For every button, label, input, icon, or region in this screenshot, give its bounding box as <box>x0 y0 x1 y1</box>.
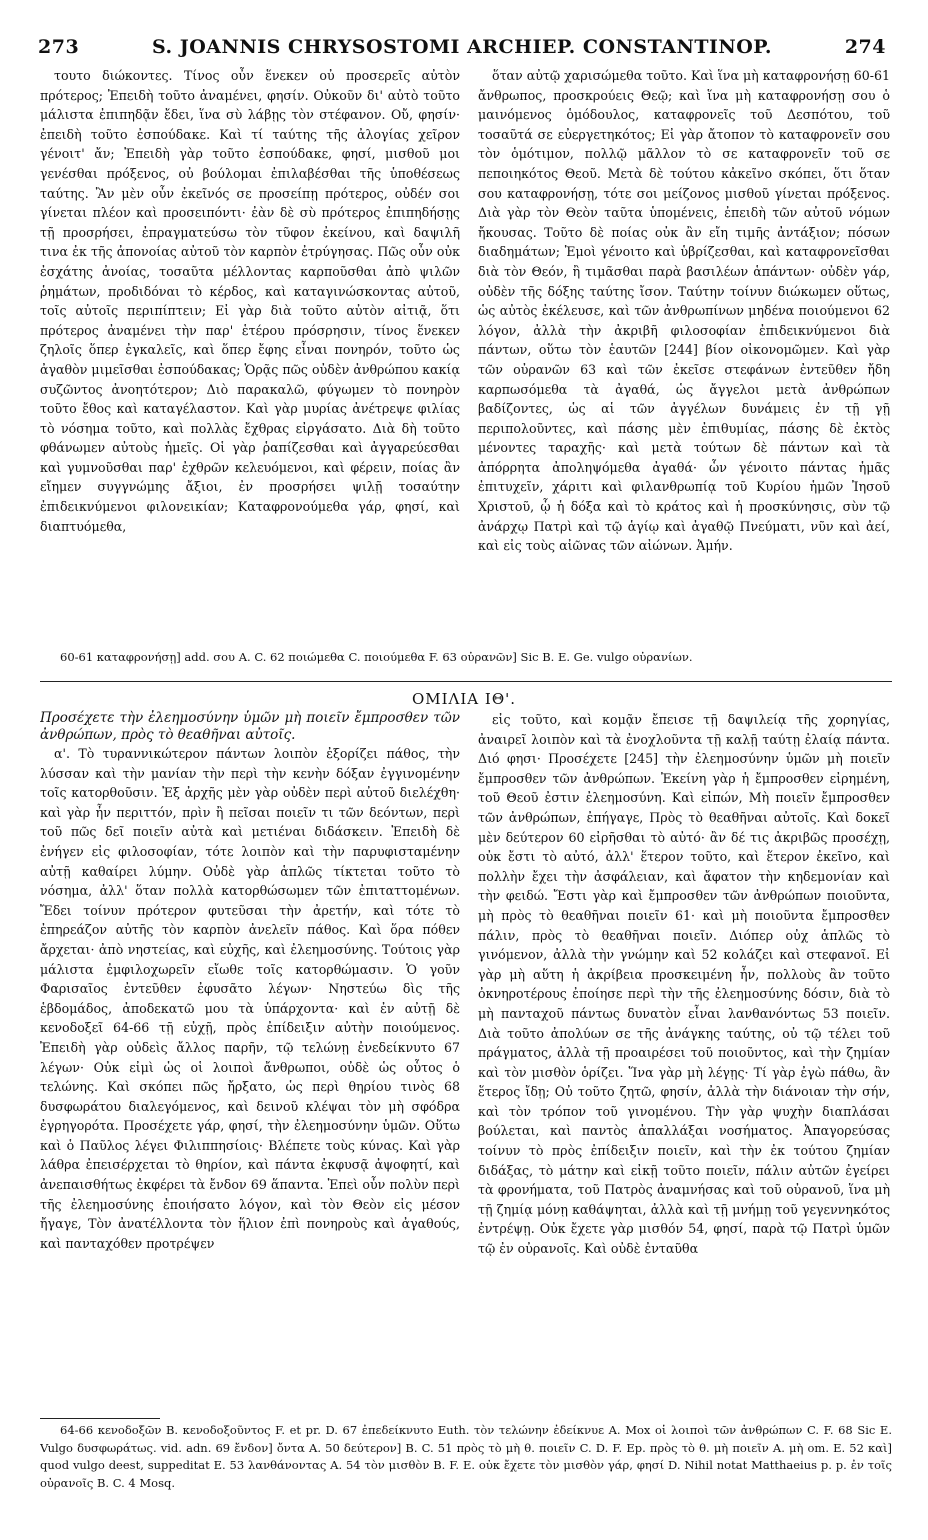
paragraph: ὅταν αὐτῷ χαρισώμεθα τοῦτο. Καὶ ἵνα μὴ καταφρονήσῃ 60-61 ἄνθρωπος, προσκρούεις Θεῷ; καὶ ἵνα μὴ καταφρονήσῃ σου ὁ μαινόμενος ὁμόδουλος, καταφρονεῖς τοῦ Δεσπότου, τοῦ τοσαῦτά σε εὐεργετηκότος; Εἰ γὰρ ἄτοπον τὸ καταφρονεῖν σου τὸν ὁμότιμον, πολλῷ μᾶλλον τὸ σε καταφρονεῖν τοῦ σε πεποιηκότος Θεοῦ. Μετὰ δὲ τούτου κἀκεῖνο σκόπει, ὅτι ὅταν σου καταφρονήσῃ, τότε σοι μείζονος μισθοῦ γίνεται πρόξενος. Διὰ γὰρ τὸν Θεὸν ταῦτα ὑπομένεις, ἐπειδὴ τῶν αὐτοῦ νόμων ἤκουσας. Τοῦτο δὲ ποίας οὐκ ἂν εἴη τιμῆς ἀντάξιον; πόσων διαδημάτων; Ἐμοὶ γένοιτο καὶ ὑβρίζεσθαι, καὶ καταφρονεῖσθαι διὰ τὸν Θεόν, ἢ τιμᾶσθαι παρὰ βασιλέων ἁπάντων· οὐδὲν γάρ, οὐδὲν τῆς δόξης ταύτης ἴσον. Ταύτην τοίνυν διώκωμεν οὕτως, ὡς αὐτὸς ἐκέλευσε, καὶ τῶν ἀνθρωπίνων μηδένα ποιούμενοι 62 λόγον, ἀλλὰ τὴν ἀκριβῆ φιλοσοφίαν ἐπιδεικνύμενοι διὰ πάντων, οὕτω τὸν ἑαυτῶν [244] βίον οἰκονομῶμεν. Καὶ γὰρ τῶν οὐρανῶν 63 καὶ τῶν ἐκεῖσε στεφάνων ἐντεῦθεν ἤδη καρπωσόμεθα τὰ ἀγαθά, ὡς ἄγγελοι μετὰ ἀνθρώπων βαδίζοντες, ὡς αἱ τῶν ἀγγέλων δυνάμεις ἐν τῇ γῇ περιπολοῦντες, καὶ πάσης μὲν ἐπιθυμίας, πάσης δὲ ἐκτὸς μένοντες ταραχῆς· καὶ μετὰ τούτων δὲ πάντων καὶ τὰ ἀπόρρητα ἀποληψόμεθα ἀγαθά· ὧν γένοιτο πάντας ἡμᾶς ἐπιτυχεῖν, χάριτι καὶ φιλανθρωπίᾳ τοῦ Κυρίου ἡμῶν Ἰησοῦ Χριστοῦ, ᾧ ἡ δόξα καὶ τὸ κράτος καὶ ἡ προσκύνησις, σὺν τῷ ἀνάρχῳ Πατρὶ καὶ τῷ ἁγίῳ καὶ ἀγαθῷ Πνεύματι, νῦν καὶ ἀεί, καὶ εἰς τοὺς αἰῶνας τῶν αἰώνων. Ἀμήν. <box>478 68 890 554</box>
homily-heading: ΟΜΙΛΙΑ ΙΘ'. <box>411 690 517 708</box>
paragraph: α'. Τὸ τυραννικώτερον πάντων λοιπὸν ἐξορίζει πάθος, τὴν λύσσαν καὶ τὴν μανίαν τὴν περὶ τὴν κενὴν δόξαν ἐγγινομένην τοῖς κατορθοῦσιν. Ἐξ ἀρχῆς μὲν γὰρ οὐδὲν περὶ αὐτοῦ διελέχθη· καὶ γὰρ ἦν περιττόν, πρὶν ἢ πεῖσαι ποιεῖν τι τῶν δεόντων, περὶ τοῦ πῶς δεῖ ποιεῖν αὐτὰ καὶ μετιέναι διδάσκειν. Ἐπειδὴ δὲ ἐνήγεν εἰς φιλοσοφίαν, τότε λοιπὸν καὶ τὴν παρυφισταμένην αὐτῇ καθαίρει λύμην. Οὐδὲ γὰρ ἁπλῶς τίκτεται τοῦτο τὸ νόσημα, ἀλλ' ὅταν πολλὰ κατορθώσωμεν τῶν ἐπιταττομένων. Ἔδει τοίνυν πρότερον φυτεῦσαι τὴν ἀρετήν, καὶ τότε τὸ ἐπηρεάζον αὐτῆς τὸν καρπὸν ἀνελεῖν πάθος. Καὶ ὅρα πόθεν ἄρχεται· ἀπὸ νηστείας, καὶ εὐχῆς, καὶ ἐλεημοσύνης. Τούτοις γὰρ μάλιστα ἐμφιλοχωρεῖν εἴωθε τοῖς κατορθώμασιν. Ὁ γοῦν Φαρισαῖος ἐντεῦθεν ἐφυσᾶτο λέγων· Νηστεύω δὶς τῆς ἑβδομάδος, ἀποδεκατῶ μου τὰ ὑπάρχοντα· καὶ ἐν αὐτῇ δὲ κενοδοξεῖ 64-66 τῇ εὐχῇ, πρὸς ἐπίδειξιν αὐτὴν ποιούμενος. Ἐπειδὴ γὰρ οὐδεὶς ἄλλος παρῆν, τῷ τελώνῃ ἐνεδείκνυτο 67 λέγων· Οὐκ εἰμὶ ὡς οἱ λοιποὶ ἄνθρωποι, οὐδὲ ὡς οὗτος ὁ τελώνης. Καὶ σκόπει πῶς ἤρξατο, ὡς περὶ θηρίου τινὸς 68 δυσφωράτου διαλεγόμενος, καὶ δεινοῦ κλέψαι τὸν μὴ σφόδρα ἐγρηγορότα. Προσέχετε γάρ, φησί, τὴν ἐλεημοσύνην ὑμῶν. Οὕτω καὶ ὁ Παῦλος λέγει Φιλιππησίοις· Βλέπετε τοὺς κύνας. Καὶ γὰρ λάθρα ἐπεισέρχεται τὸ θηρίον, καὶ πάντα ἐκφυσᾷ ἀψοφητί, καὶ ἀνεπαισθήτως ἐκφέρει τὰ ἔνδον 69 ἅπαντα. Ἐπεὶ οὖν πολὺν περὶ τῆς ἐλεημοσύνης ἐποιήσατο λόγον, καὶ τὸν Θεὸν εἰς μέσον ἤγαγε, Τὸν ἀνατέλλοντα τὸν ἥλιον ἐπὶ πονηροὺς καὶ ἀγαθούς, καὶ πανταχόθεν προτρέψεν <box>40 746 460 1251</box>
running-header <box>38 36 886 62</box>
section1-footnote: 60-61 καταφρονήσῃ] add. σου A. C. 62 ποιώμεθα C. ποιούμεθα F. 63 οὐρανῶν] Sic B. E. Ge. vulgo οὐρανίων. <box>60 650 693 664</box>
section2-right-column <box>478 710 890 1415</box>
scripture-lemma: Προσέχετε τὴν ἐλεημοσύνην ὑμῶν μὴ ποιεῖν ἔμπροσθεν τῶν ἀνθρώπων, πρὸς τὸ θεαθῆναι αὐτοῖς. <box>40 710 460 743</box>
section1-left-column <box>40 66 460 646</box>
paragraph: τουτο διώκοντες. Τίνος οὖν ἕνεκεν οὐ προσερεῖς αὐτὸν πρότερος; Ἐπειδὴ τοῦτο ἀναμένει, φησίν. Οὐκοῦν δι' αὐτὸ τοῦτο μάλιστα ἐπιπηδᾷν ἔδει, ἵνα σὺ λάβῃς τὸν στέφανον. Οὔ, φησίν· ἐπειδὴ τοῦτο ἐσπούδακε. Καὶ τί ταύτης τῆς ἀλογίας χεῖρον γένοιτ' ἄν; Ἐπειδὴ γὰρ τοῦτο ἐσπούδακε, φησί, μισθοῦ μοι γενέσθαι πρόξενος, οὐ βούλομαι ἐπιλαβέσθαι τῆς ὑποθέσεως ταύτης. Ἂν μὲν οὖν ἐκεῖνός σε προσείπῃ πρότερος, οὐδέν σοι γίνεται πλέον καὶ προσειπόντι· ἐὰν δὲ σὺ πρότερος ἐπιπηδήσῃς τῇ προσρήσει, ἐπραγματεύσω τὸν τῦφον ἐκείνου, καὶ δαψιλῆ τινα ἐκ τῆς ἀπονοίας αὐτοῦ τὸν καρπὸν ἐτρύγησας. Πῶς οὖν οὐκ ἐσχάτης ἀνοίας, τοσαῦτα μέλλοντας καρποῦσθαι ἀπὸ ψιλῶν ῥημάτων, προδιδόναι τὸ κέρδος, καὶ καταγινώσκοντας αὐτοῦ, τοῖς αὐτοῖς περιπίπτειν; Εἰ γὰρ διὰ τοῦτο αὐτὸν αἰτιᾷ, ὅτι πρότερος ἀναμένει τὴν παρ' ἑτέρου πρόσρησιν, τίνος ἕνεκεν ζηλοῖς ὅπερ ἐγκαλεῖς, καὶ ὅπερ ἔφης εἶναι πονηρόν, τοῦτο ὡς ἀγαθὸν μιμεῖσθαι ἐσπούδακας; Ὁρᾷς πῶς οὐδὲν ἀνθρώπου κακίᾳ συζῶντος ἀνοητότερον; Διὸ παρακαλῶ, φύγωμεν τὸ πονηρὸν τοῦτο ἔθος καὶ καταγέλαστον. Καὶ γὰρ μυρίας ἀνέτρεψε φιλίας τὸ νόσημα τοῦτο, καὶ πολλὰς ἔχθρας εἰργάσατο. Διὰ δὴ τοῦτο φθάνωμεν αὐτοὺς ἡμεῖς. Οἱ γὰρ ῥαπίζεσθαι καὶ ἀγγαρεύεσθαι καὶ γυμνοῦσθαι παρ' ἐχθρῶν κελευόμενοι, καὶ φέρειν, ποίας ἂν εἴημεν συγγνώμης ἄξιοι, ἐν προσρήσει ψιλῇ τοσαύτην ἐπιδεικνύμενοι φιλονεικίαν; Καταφρονούμεθα γάρ, φησί, καὶ διαπτυόμεθα, <box>40 68 460 534</box>
footnote-divider <box>40 1418 160 1419</box>
paragraph: εἰς τοῦτο, καὶ κομᾷν ἔπεισε τῇ δαψιλείᾳ τῆς χορηγίας, ἀναιρεῖ λοιπὸν καὶ τὰ ἐνοχλοῦντα τῇ καλῇ ταύτῃ ἐλαίᾳ πάντα. Διό φησι· Προσέχετε [245] τὴν ἐλεημοσύνην ὑμῶν μὴ ποιεῖν ἔμπροσθεν τῶν ἀνθρώπων. Ἐκείνη γὰρ ἡ ἔμπροσθεν εἰρημένη, τοῦ Θεοῦ ἐστιν ἐλεημοσύνη. Καὶ εἰπών, Μὴ ποιεῖν ἔμπροσθεν τῶν ἀνθρώπων, ἐπήγαγε, Πρὸς τὸ θεαθῆναι αὐτοῖς. Καὶ δοκεῖ μὲν δεύτερον 60 εἰρῆσθαι τὸ αὐτό· ἂν δέ τις ἀκριβῶς προσέχῃ, οὐκ ἔστι τὸ αὐτό, ἀλλ' ἕτερον τοῦτο, καὶ ἕτερον ἐκεῖνο, καὶ πολλὴν ἔχει τὴν ἀσφάλειαν, καὶ ἄφατον τὴν κηδεμονίαν καὶ τὴν φειδώ. Ἔστι γὰρ καὶ ἔμπροσθεν τῶν ἀνθρώπων ποιοῦντα, μὴ πρὸς τὸ θεαθῆναι ποιεῖν 61· καὶ μὴ ποιοῦντα ἔμπροσθεν πάλιν, πρὸς τὸ θεαθῆναι ποιεῖν. Διόπερ οὐχ ἁπλῶς τὸ γινόμενον, ἀλλὰ τὴν γνώμην καὶ 52 κολάζει καὶ στεφανοῖ. Εἰ γὰρ μὴ αὕτη ἡ ἀκρίβεια προσκειμένη ἦν, πολλοὺς ἂν τοῦτο ὀκνηροτέρους ἐποίησε περὶ τὴν τῆς ἐλεημοσύνης δόσιν, διὰ τὸ μὴ πανταχοῦ πάντως δυνατὸν εἶναι λανθανόντως 53 ποιεῖν. Διὰ τοῦτο ἀπολύων σε τῆς ἀνάγκης ταύτης, οὐ τῷ τέλει τοῦ πράγματος, ἀλλὰ τῇ προαιρέσει τοῦ ποιοῦντος, καὶ τὴν ζημίαν καὶ τὸν μισθὸν ὁρίζει. Ἵνα γὰρ μὴ λέγῃς· Τί γὰρ ἐγὼ πάθω, ἂν ἕτερος ἴδῃ; Οὐ τοῦτο ζητῶ, φησίν, ἀλλὰ τὴν διάνοιαν τὴν σήν, καὶ τὸν τρόπον τοῦ γινομένου. Τὴν γὰρ ψυχὴν διαπλάσαι βούλεται, καὶ παντὸς ἀπαλλάξαι νοσήματος. Ἀπαγορεύσας τοίνυν τὸ πρὸς ἐπίδειξιν ποιεῖν, καὶ τὴν ἐκ τούτου ζημίαν διδάξας, τὸ μάτην καὶ εἰκῇ τοῦτο ποιεῖν, πάλιν αὐτῶν ἐγείρει τὰ φρονήματα, τοῦ Πατρὸς ἀναμνήσας καὶ τοῦ οὐρανοῦ, ἵνα μὴ τῇ ζημίᾳ μόνῃ καθάψηται, ἀλλὰ καὶ τῇ μνήμῃ τοῦ γεγεννηκότος ἐντρέψῃ. Οὐκ ἔχετε γὰρ μισθόν 54, φησί, παρὰ τῷ Πατρὶ ὑμῶν τῷ ἐν οὐρανοῖς. Καὶ οὐδὲ ἐνταῦθα <box>478 712 890 1257</box>
page-number-left: 273 <box>38 36 80 58</box>
footnote-text: 64-66 κενοδοξῶν B. κενοδοξοῦντος F. et pr. D. 67 ἐπεδείκνυτο Euth. τὸν τελώνην ἐδείκνυε A. Mox οἱ λοιποὶ τῶν ἀνθρώπων C. F. 68 Sic E. Vulgo δυσφωράτως. vid. adn. 69 ἔνδον] ὄντα A. 50 δεύτερον] B. C. 51 πρὸς τὸ μὴ θ. ποιεῖν C. D. F. Ep. πρὸς τὸ θ. μὴ ποιεῖν A. μὴ om. E. 52 καὶ] quod vulgo deest, suppeditat E. 53 λανθάνοντας A. 54 τὸν μισθὸν B. F. E. οὐκ ἔχετε τὸν μισθὸν γάρ, φησί D. Nihil notat Matthaeius p. p. ἐν τοῖς οὐρανοῖς B. C. 4 Mosq. <box>40 1423 892 1490</box>
section-divider <box>40 681 892 682</box>
running-title: S. JOANNIS CHRYSOSTOMI ARCHIEP. CONSTANTINOP. <box>151 36 773 58</box>
page-number-right: 274 <box>844 36 886 58</box>
section2-footnotes <box>40 1422 892 1526</box>
section2-left-column <box>40 710 460 1415</box>
section1-right-column <box>478 66 890 646</box>
